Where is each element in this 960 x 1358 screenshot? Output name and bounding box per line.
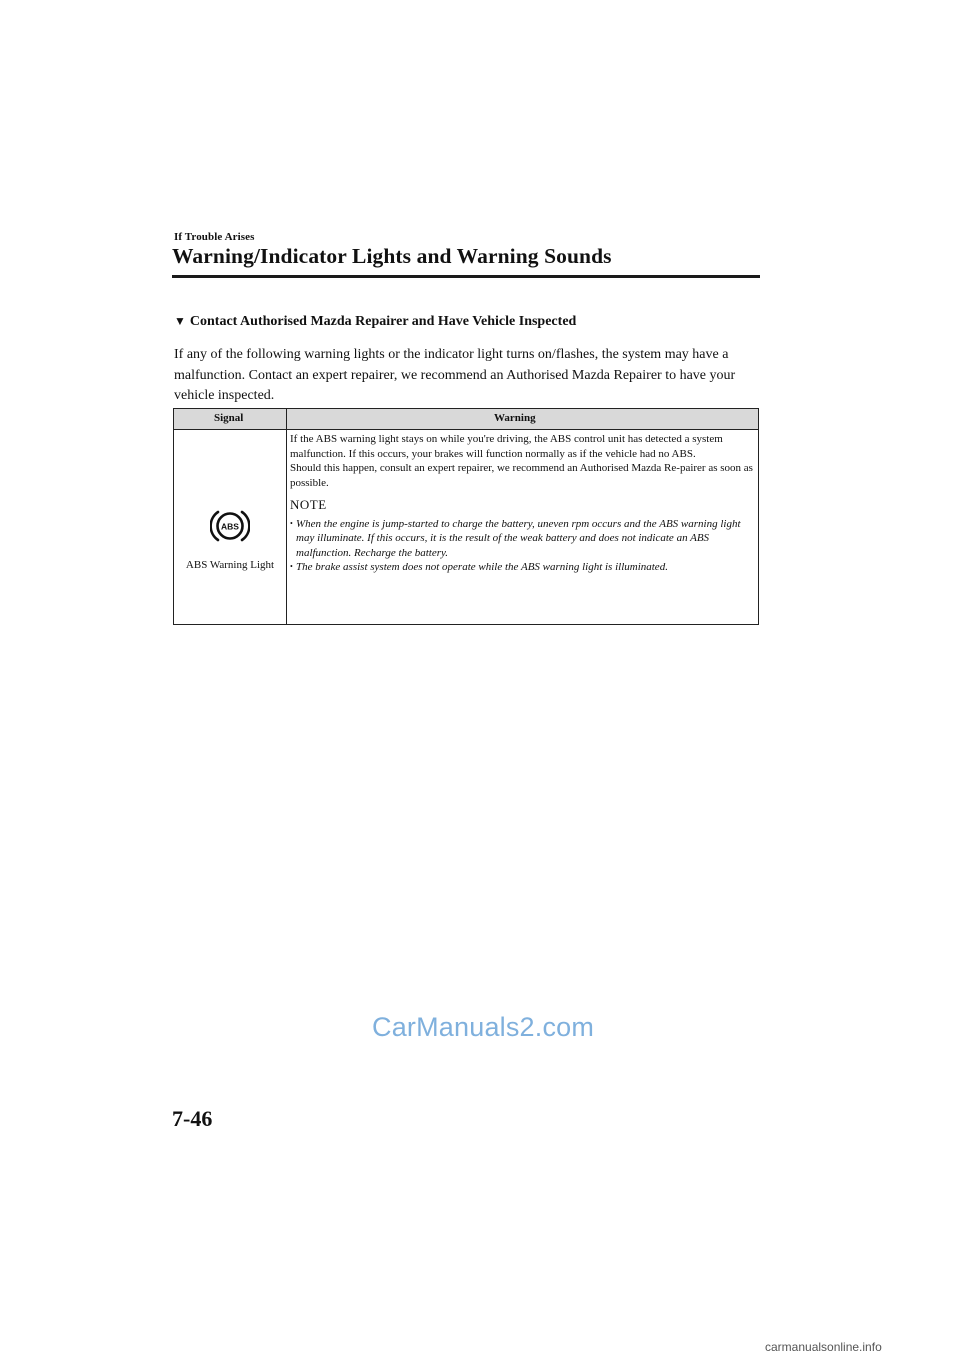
subheading-text: Contact Authorised Mazda Repairer and Have Vehicle Inspected [189, 314, 577, 329]
signal-cell [174, 430, 286, 625]
warning-paragraph: Should this happen, consult an expert repairer, we recommend an Authorised Mazda Re-pairer as soon as possible. [290, 462, 753, 489]
column-header-warning: Warning [494, 412, 536, 424]
note-item: • When the engine is jump-started to charge the battery, uneven rpm occurs and the ABS warning light may illuminate. If this occurs, it is the result of the weak battery and does not indicate an ABS malfunction. Recharge the battery. [290, 517, 755, 561]
abs-icon-text: ABS [221, 521, 239, 532]
warning-table [173, 408, 759, 625]
note-title: NOTE [290, 497, 327, 512]
triangle-marker-icon: ▼ [174, 314, 186, 328]
warning-paragraph: If the ABS warning light stays on while you're driving, the ABS control unit has detected a system malfunction. If this occurs, your brakes will function normally as if the vehicle had no ABS. [290, 433, 723, 460]
intro-paragraph: If any of the following warning lights or the indicator light turns on/flashes, the system may have a malfunction. Contact an expert repairer, we recommend an Authorised Mazda Repairer to have your vehicle inspected. [174, 347, 736, 403]
table-header [174, 409, 758, 430]
column-header-signal: Signal [214, 412, 244, 424]
watermark: CarManuals2.com [372, 1012, 595, 1042]
subheading [174, 314, 576, 330]
section-label: If Trouble Arises [174, 231, 255, 243]
signal-label: ABS Warning Light [185, 559, 275, 571]
note-list [290, 517, 755, 575]
column-divider [286, 409, 287, 624]
note-item: • The brake assist system does not operate while the ABS warning light is illuminated. [290, 560, 755, 575]
footer-site: carmanualsonline.info [765, 1340, 882, 1354]
page-title: Warning/Indicator Lights and Warning Sounds [172, 244, 612, 268]
page-number: 7-46 [172, 1106, 213, 1131]
warning-cell [290, 432, 755, 575]
title-rule [172, 275, 760, 278]
abs-warning-icon [210, 506, 250, 546]
